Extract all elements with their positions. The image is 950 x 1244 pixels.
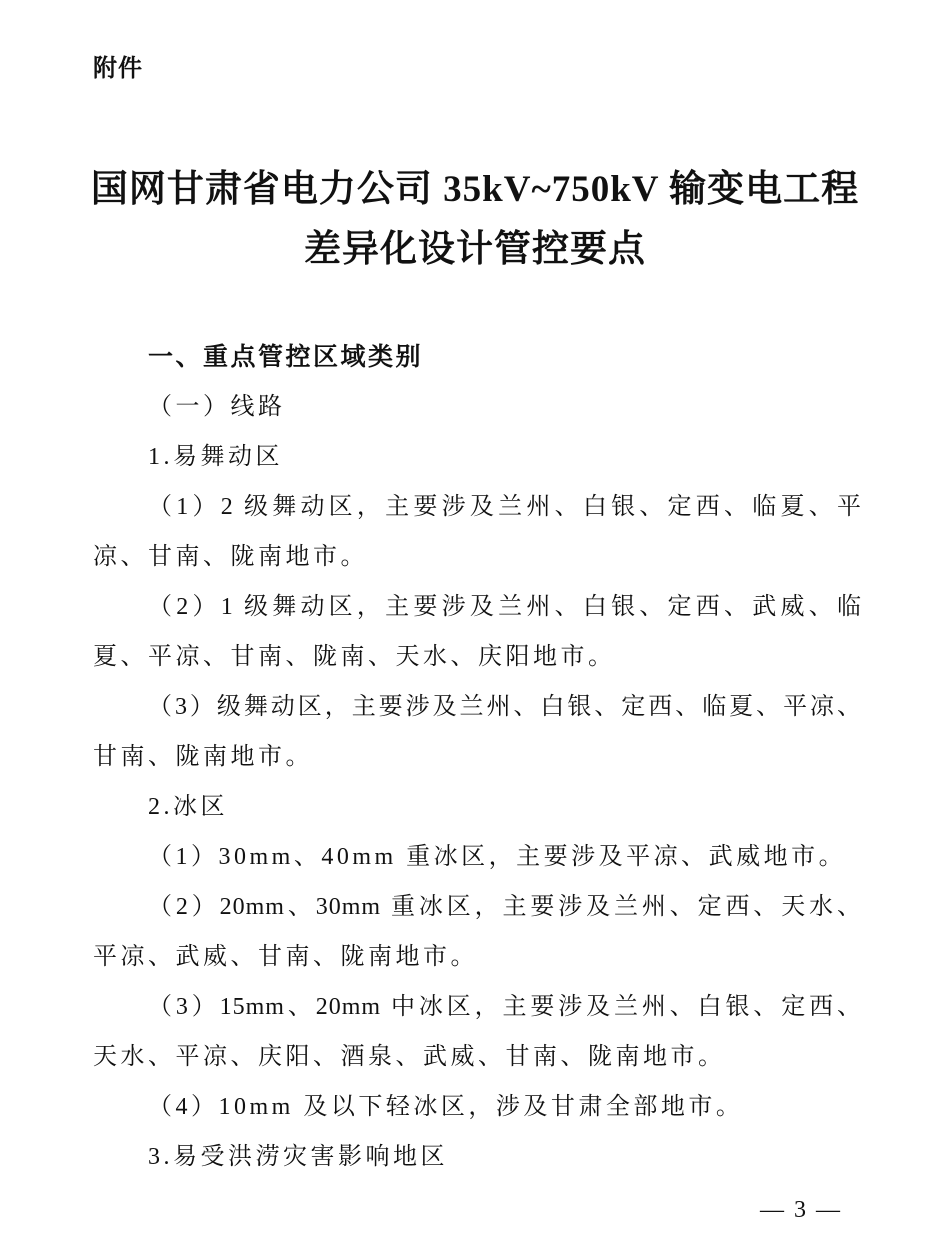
paragraph-line: 凉、甘南、陇南地市。 — [93, 544, 368, 570]
item-heading-ice-zone: 2.冰区 — [148, 794, 228, 820]
paragraph-line: 平凉、武威、甘南、陇南地市。 — [93, 944, 478, 970]
title-line-1: 国网甘肃省电力公司 35kV~750kV 输变电工程 — [90, 169, 860, 210]
title-line-2: 差异化设计管控要点 — [304, 229, 646, 270]
document-title — [60, 160, 890, 280]
paragraph-line: （4）10mm 及以下轻冰区，涉及甘肃全部地市。 — [148, 1094, 744, 1120]
page-number: — 3 — — [760, 1197, 842, 1223]
paragraph-line: 夏、平凉、甘南、陇南、天水、庆阳地市。 — [93, 644, 616, 670]
paragraph-line: （2）1 级舞动区，主要涉及兰州、白银、定西、武威、临 — [148, 594, 862, 620]
subsection-heading: （一）线路 — [148, 394, 286, 420]
paragraph-line: （3）15mm、20mm 中冰区，主要涉及兰州、白银、定西、 — [148, 994, 862, 1020]
paragraph-line: 天水、平凉、庆阳、酒泉、武威、甘南、陇南地市。 — [93, 1044, 726, 1070]
paragraph-line: 甘南、陇南地市。 — [93, 744, 313, 770]
paragraph-line: （3）级舞动区，主要涉及兰州、白银、定西、临夏、平凉、 — [148, 694, 862, 720]
paragraph-line: （1）2 级舞动区，主要涉及兰州、白银、定西、临夏、平 — [148, 494, 862, 520]
item-heading-galloping: 1.易舞动区 — [148, 444, 283, 470]
item-heading-flood-area: 3.易受洪涝灾害影响地区 — [148, 1144, 448, 1170]
paragraph-line: （1）30mm、40mm 重冰区，主要涉及平凉、武威地市。 — [148, 844, 847, 870]
attachment-label: 附件 — [93, 54, 143, 82]
section-heading: 一、重点管控区域类别 — [148, 342, 424, 371]
document-body — [93, 332, 862, 1182]
paragraph-line: （2）20mm、30mm 重冰区，主要涉及兰州、定西、天水、 — [148, 894, 862, 920]
